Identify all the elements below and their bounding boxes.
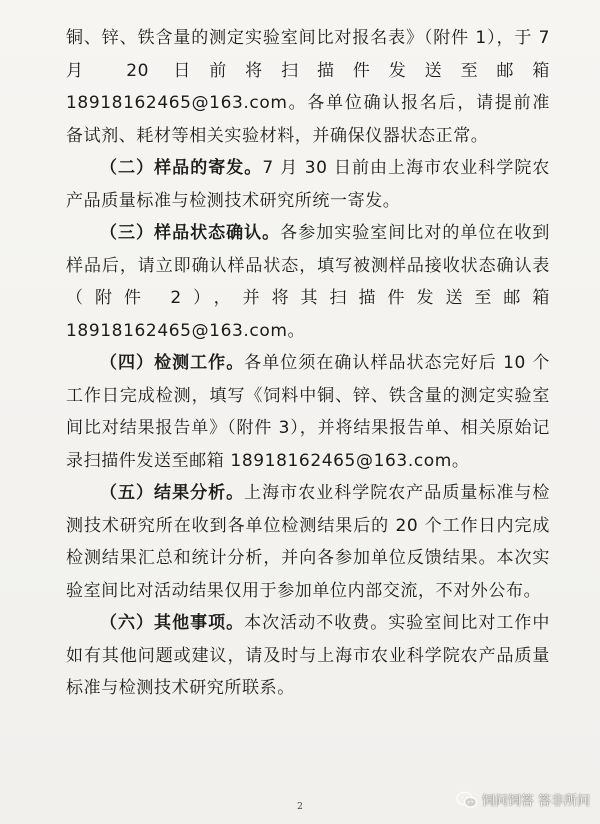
paragraph-registration-continued	[66, 22, 550, 152]
page-number: 2	[297, 802, 303, 812]
wechat-icon	[456, 791, 478, 809]
paragraph-testing	[66, 347, 550, 477]
paragraph-sample-delivery	[66, 152, 550, 217]
paragraph-text: 本次活动不收费。实验室间比对工作中如有其他问题或建议，请及时与上海市农业科学院农产品质量标准与检测技术研究所联系。	[66, 613, 550, 698]
section-heading: （五）结果分析。	[100, 483, 245, 503]
section-heading: （四）检测工作。	[100, 353, 245, 373]
section-heading: （二）样品的寄发。	[100, 158, 263, 178]
watermark	[456, 790, 590, 809]
paragraph-other	[66, 607, 550, 705]
section-heading: （三）样品状态确认。	[100, 223, 281, 243]
paragraph-text: 各参加实验室间比对的单位在收到样品后，请立即确认样品状态，填写被测样品接收状态确认表（附件 2），并将其扫描件发送至邮箱 18918162465@163.com。	[66, 223, 551, 341]
watermark-text: 饲问饲答 答非所问	[481, 794, 590, 809]
paragraph-text: 7 月 30 日前由上海市农业科学院农产品质量标准与检测技术研究所统一寄发。	[66, 158, 550, 211]
document-body	[66, 22, 550, 705]
paragraph-text: 铜、锌、铁含量的测定实验室间比对报名表》（附件 1），于 7 月 20 日前将扫描件发送至邮箱 18918162465@163.com。各单位确认报名后，请提前准备试剂、耗材等相关实验材料，并确保仪器状态正常。	[66, 28, 550, 146]
paragraph-sample-status	[66, 217, 550, 347]
paragraph-text: 上海市农业科学院农产品质量标准与检测技术研究所在收到各单位检测结果后的 20 个工作日内完成检测结果汇总和统计分析，并向各参加单位反馈结果。本次实验室间比对活动结果仅用于参加单位内部交流，不对外公布。	[66, 483, 550, 601]
paragraph-analysis	[66, 477, 550, 607]
section-heading: （六）其他事项。	[100, 613, 245, 633]
paragraph-text: 各单位须在确认样品状态完好后 10 个工作日完成检测，填写《饲料中铜、锌、铁含量的测定实验室间比对结果报告单》（附件 3），并将结果报告单、相关原始记录扫描件发送至邮箱 18918162465@163.com。	[66, 353, 550, 471]
